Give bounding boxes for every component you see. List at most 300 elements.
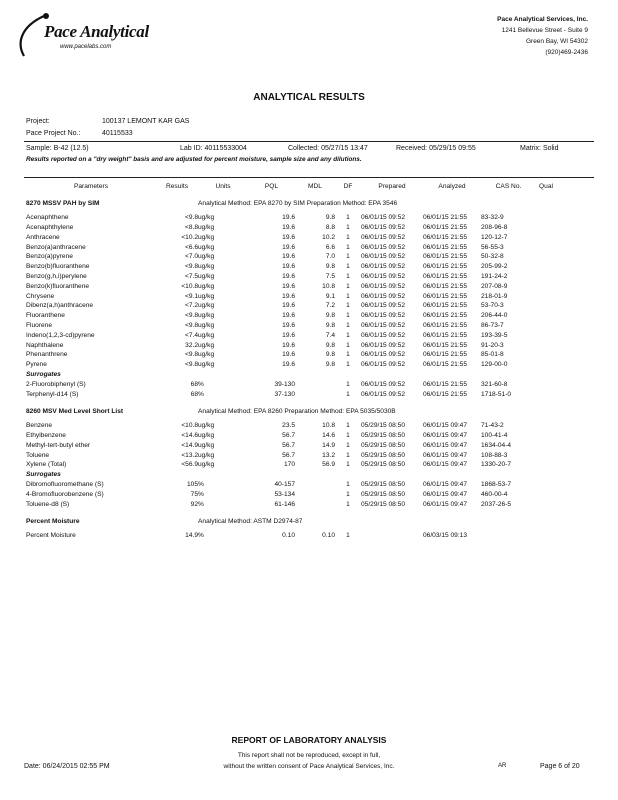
cell-pql: 19.6	[282, 292, 295, 300]
cell-qual	[536, 440, 556, 450]
cell-pql: 19.6	[282, 351, 295, 359]
table-row	[26, 252, 556, 262]
spacer	[26, 509, 556, 517]
cell-pql: 53-134	[274, 490, 295, 498]
cell-cas: 460-00-4	[481, 490, 508, 498]
logo-url: www.pacelabs.com	[60, 44, 112, 50]
cell-p: Methyl-tert-butyl ether	[26, 441, 91, 449]
cell-prep: 06/01/15 09:52	[361, 331, 405, 339]
cell-qual	[536, 431, 556, 441]
cell-qual	[536, 480, 556, 490]
cell-qual	[536, 360, 556, 370]
group-method: Analytical Method: EPA 8270 by SIM Preparation Method: EPA 3546	[198, 200, 398, 208]
cell-p: Ethylbenzene	[26, 431, 66, 439]
table-row	[26, 379, 556, 389]
cell-pql: 19.6	[282, 233, 295, 241]
cell-pql: 19.6	[282, 243, 295, 251]
table-row	[26, 431, 556, 441]
group-row	[26, 199, 556, 209]
cell-p: Dibenz(a,h)anthracene	[26, 302, 94, 310]
cell-mdl	[295, 489, 335, 499]
cell-cas: 1718-51-0	[481, 390, 512, 398]
table-row	[26, 360, 556, 370]
cell-pql: 19.6	[282, 214, 295, 222]
column-header: Analyzed	[438, 182, 466, 190]
cell-qual	[536, 311, 556, 321]
cell-prep: 05/29/15 08:50	[361, 500, 405, 508]
surrogates-label: Surrogates	[26, 471, 61, 479]
cell-prep: 05/29/15 08:50	[361, 451, 405, 459]
column-header: Qual	[539, 182, 553, 190]
cell-p: Indeno(1,2,3-cd)pyrene	[26, 331, 95, 339]
cell-p: 2-Fluorobiphenyl (S)	[26, 380, 86, 388]
cell-r: <10.8	[181, 282, 198, 290]
cell-anal: 06/01/15 09:47	[423, 461, 467, 469]
collected: Collected: 05/27/15 13:47	[288, 145, 368, 152]
cell-r: <10.2	[181, 233, 198, 241]
cell-r: 105	[186, 480, 198, 488]
cell-df: 1	[346, 243, 350, 251]
cell-mdl: 9.8	[325, 263, 335, 271]
table-row	[26, 321, 556, 331]
cell-anal: 06/01/15 09:47	[423, 451, 467, 459]
cell-prep: 06/01/15 09:52	[361, 390, 405, 398]
cell-cas: 129-00-0	[481, 361, 508, 369]
report-note: Results reported on a "dry weight" basis and are adjusted for percent moisture, sample size and any dilutions.	[26, 156, 362, 163]
cell-qual	[536, 321, 556, 331]
phone: (920)469-2436	[545, 49, 588, 56]
cell-p: Terphenyl-d14 (S)	[26, 390, 79, 398]
cell-qual	[536, 232, 556, 242]
cell-cas: 86-73-7	[481, 321, 504, 329]
report-code: AR	[498, 763, 507, 769]
cell-cas: 2037-26-5	[481, 500, 512, 508]
table-row	[26, 480, 556, 490]
cell-u: ug/kg	[198, 351, 215, 359]
cell-df: 1	[346, 253, 350, 261]
cell-mdl: 7.5	[325, 272, 335, 280]
cell-df: 1	[346, 431, 350, 439]
cell-anal: 06/03/15 09:13	[423, 532, 467, 540]
cell-cas: 108-88-3	[481, 451, 508, 459]
cell-anal: 06/01/15 21:55	[423, 351, 467, 359]
report-date: Date: 06/24/2015 02:55 PM	[24, 763, 110, 770]
footer-title: REPORT OF LABORATORY ANALYSIS	[231, 735, 387, 745]
company-logo	[14, 12, 154, 62]
cell-prep: 06/01/15 09:52	[361, 321, 405, 329]
cell-cas: 321-60-8	[481, 380, 508, 388]
cell-u: ug/kg	[198, 263, 215, 271]
cell-r: 68	[190, 380, 198, 388]
received: Received: 05/29/15 09:55	[396, 145, 476, 152]
cell-r: 68	[190, 390, 198, 398]
cell-r: <9.8	[184, 214, 198, 222]
cell-u: ug/kg	[198, 233, 215, 241]
table-row	[26, 450, 556, 460]
cell-r: <6.6	[184, 243, 198, 251]
cell-pql: 19.6	[282, 272, 295, 280]
cell-cas: 53-70-3	[481, 302, 504, 310]
cell-r: <9.8	[184, 351, 198, 359]
cell-cas: 193-39-5	[481, 331, 508, 339]
cell-prep: 06/01/15 09:52	[361, 380, 405, 388]
cell-pql: 40-157	[274, 480, 295, 488]
cell-pql: 19.6	[282, 312, 295, 320]
cell-p: Chrysene	[26, 292, 55, 300]
cell-u: ug/kg	[198, 441, 215, 449]
cell-p: Naphthalene	[26, 341, 64, 349]
cell-mdl: 9.1	[325, 292, 335, 300]
cell-cas: 50-32-8	[481, 253, 504, 261]
cell-pql: 61-146	[274, 500, 295, 508]
cell-pql: 37-130	[274, 390, 295, 398]
cell-p: 4-Bromofluorobenzene (S)	[26, 490, 104, 498]
cell-prep: 06/01/15 09:52	[361, 341, 405, 349]
cell-cas: 218-01-9	[481, 292, 508, 300]
cell-r: <9.8	[184, 263, 198, 271]
cell-r: <14.6	[181, 431, 198, 439]
cell-mdl: 14.9	[322, 441, 335, 449]
cell-df: 1	[346, 321, 350, 329]
cell-df: 1	[346, 272, 350, 280]
cell-mdl: 7.2	[325, 302, 335, 310]
cell-anal: 06/01/15 09:47	[423, 500, 467, 508]
cell-r: <9.8	[184, 321, 198, 329]
cell-mdl: 7.4	[325, 331, 335, 339]
cell-p: Toluene-d8 (S)	[26, 500, 70, 508]
cell-anal: 06/01/15 21:55	[423, 243, 467, 251]
cell-u: %	[198, 380, 204, 388]
disclaimer-line-2: without the written consent of Pace Analytical Services, Inc.	[223, 763, 395, 770]
cell-df: 1	[346, 282, 350, 290]
group-row	[26, 517, 556, 527]
column-header: Results	[166, 182, 188, 190]
cell-r: <8.8	[184, 223, 198, 231]
cell-mdl: 8.8	[325, 223, 335, 231]
cell-mdl: 0.10	[322, 532, 335, 540]
cell-mdl: 9.8	[325, 341, 335, 349]
table-row	[26, 440, 556, 450]
page-number: Page 6 of 20	[540, 763, 580, 770]
cell-prep: 06/01/15 09:52	[361, 223, 405, 231]
cell-p: Xylene (Total)	[26, 461, 67, 469]
cell-cas: 100-41-4	[481, 431, 508, 439]
cell-qual	[536, 460, 556, 470]
cell-mdl	[295, 480, 335, 490]
table-row	[26, 232, 556, 242]
cell-df: 1	[346, 461, 350, 469]
cell-cas: 91-20-3	[481, 341, 504, 349]
spacer-row	[26, 399, 556, 407]
cell-prep: 05/29/15 08:50	[361, 431, 405, 439]
cell-anal: 06/01/15 21:55	[423, 312, 467, 320]
cell-pql: 56.7	[282, 441, 295, 449]
cell-r: <7.0	[184, 253, 198, 261]
cell-df: 1	[346, 223, 350, 231]
spacer-row	[26, 509, 556, 517]
cell-anal: 06/01/15 21:55	[423, 361, 467, 369]
disclaimer-line-1: This report shall not be reproduced, except in full,	[237, 752, 381, 759]
group-row	[26, 407, 556, 417]
cell-df: 1	[346, 312, 350, 320]
cell-p: Benzo(a)anthracene	[26, 243, 86, 251]
cell-anal: 06/01/15 21:55	[423, 321, 467, 329]
cell-pql: 0.10	[282, 532, 295, 540]
cell-u: ug/kg	[198, 321, 215, 329]
cell-prep: 06/01/15 09:52	[361, 302, 405, 310]
cell-u: ug/kg	[198, 223, 215, 231]
table-row	[26, 421, 556, 431]
cell-prep: 05/29/15 08:50	[361, 422, 405, 430]
cell-qual	[536, 281, 556, 291]
cell-pql: 170	[283, 461, 295, 469]
cell-anal: 06/01/15 21:55	[423, 233, 467, 241]
cell-r: <9.8	[184, 312, 198, 320]
cell-qual	[536, 340, 556, 350]
table-row	[26, 531, 556, 541]
cell-r: <9.8	[184, 361, 198, 369]
cell-anal: 06/01/15 21:55	[423, 380, 467, 388]
logo-text: Pace Analytical	[44, 22, 149, 41]
cell-u: ug/kg	[198, 312, 215, 320]
lab-id: Lab ID: 40115533004	[180, 145, 247, 152]
surrogates-label: Surrogates	[26, 370, 61, 378]
cell-df: 1	[346, 214, 350, 222]
table-row	[26, 460, 556, 470]
cell-u: ug/kg	[198, 341, 215, 349]
cell-prep: 06/01/15 09:52	[361, 253, 405, 261]
pace-project-label: Pace Project No.:	[26, 130, 81, 137]
cell-qual	[536, 389, 556, 399]
cell-mdl: 14.6	[322, 431, 335, 439]
cell-cas: 206-44-0	[481, 312, 508, 320]
cell-qual	[536, 531, 556, 541]
company-name: Pace Analytical Services, Inc.	[497, 16, 588, 23]
cell-qual	[536, 489, 556, 499]
table-row	[26, 311, 556, 321]
cell-pql: 19.6	[282, 321, 295, 329]
cell-prep: 05/29/15 08:50	[361, 480, 405, 488]
cell-cas: 207-08-9	[481, 282, 508, 290]
cell-u: %	[198, 490, 204, 498]
cell-mdl: 9.8	[325, 351, 335, 359]
cell-cas: 1868-53-7	[481, 480, 512, 488]
cell-u: %	[198, 500, 204, 508]
cell-p: Acenaphthylene	[26, 223, 74, 231]
cell-r: 92	[190, 500, 198, 508]
cell-mdl: 9.8	[325, 312, 335, 320]
cell-anal: 06/01/15 21:55	[423, 302, 467, 310]
cell-p: Benzo(a)pyrene	[26, 253, 73, 261]
table-row	[26, 281, 556, 291]
cell-df: 1	[346, 302, 350, 310]
cell-df: 1	[346, 292, 350, 300]
cell-df: 1	[346, 380, 350, 388]
cell-u: ug/kg	[198, 243, 215, 251]
cell-p: Anthracene	[26, 233, 60, 241]
project-label: Project:	[26, 118, 50, 125]
cell-anal: 06/01/15 21:55	[423, 253, 467, 261]
cell-prep: 06/01/15 09:52	[361, 351, 405, 359]
cell-df: 1	[346, 341, 350, 349]
cell-prep: 05/29/15 08:50	[361, 490, 405, 498]
cell-anal: 06/01/15 09:47	[423, 431, 467, 439]
column-header: DF	[343, 182, 353, 190]
column-header: Parameters	[73, 182, 109, 190]
cell-qual	[536, 262, 556, 272]
cell-p: Percent Moisture	[26, 532, 76, 540]
matrix: Matrix: Solid	[520, 145, 559, 152]
cell-qual	[536, 330, 556, 340]
cell-u: ug/kg	[198, 431, 215, 439]
cell-mdl	[295, 499, 335, 509]
cell-cas	[481, 531, 536, 541]
cell-mdl: 10.8	[322, 422, 335, 430]
divider	[24, 141, 594, 142]
cell-pql: 19.6	[282, 263, 295, 271]
spacer	[26, 399, 556, 407]
cell-anal: 06/01/15 09:47	[423, 422, 467, 430]
cell-u: ug/kg	[198, 272, 215, 280]
cell-cas: 85-01-8	[481, 351, 504, 359]
table-row	[26, 291, 556, 301]
cell-cas: 191-24-2	[481, 272, 508, 280]
cell-anal: 06/01/15 21:55	[423, 390, 467, 398]
cell-u: ug/kg	[198, 214, 215, 222]
cell-df: 1	[346, 480, 350, 488]
group-name: 8270 MSSV PAH by SIM	[26, 200, 100, 208]
cell-anal: 06/01/15 21:55	[423, 292, 467, 300]
cell-qual	[536, 272, 556, 282]
table-row	[26, 272, 556, 282]
cell-anal: 06/01/15 09:47	[423, 480, 467, 488]
table-row	[26, 262, 556, 272]
cell-prep: 06/01/15 09:52	[361, 272, 405, 280]
cell-r: <10.8	[181, 422, 198, 430]
cell-pql: 39-130	[274, 380, 295, 388]
cell-p: Benzene	[26, 422, 53, 430]
column-header: Units	[215, 182, 231, 190]
cell-mdl: 10.2	[322, 233, 335, 241]
cell-anal: 06/01/15 21:55	[423, 331, 467, 339]
cell-p: Fluoranthene	[26, 312, 65, 320]
sample-id: Sample: B-42 (12.5)	[26, 145, 89, 152]
cell-qual	[536, 379, 556, 389]
group-name: Percent Moisture	[26, 518, 80, 526]
cell-anal: 06/01/15 21:55	[423, 263, 467, 271]
cell-anal: 06/01/15 21:55	[423, 282, 467, 290]
cell-qual	[536, 252, 556, 262]
column-header: PQL	[264, 182, 279, 190]
cell-prep: 06/01/15 09:52	[361, 214, 405, 222]
cell-r: <9.1	[184, 292, 198, 300]
cell-qual	[536, 242, 556, 252]
cell-df: 1	[346, 390, 350, 398]
address-line-2: Green Bay, WI 54302	[525, 38, 588, 45]
cell-u: %	[198, 480, 204, 488]
cell-mdl: 9.8	[325, 321, 335, 329]
cell-prep: 05/29/15 08:50	[361, 461, 405, 469]
cell-r: 32.2	[185, 341, 198, 349]
cell-pql: 19.6	[282, 331, 295, 339]
cell-qual	[536, 291, 556, 301]
table-row	[26, 330, 556, 340]
cell-anal: 06/01/15 21:55	[423, 223, 467, 231]
pace-project-value: 40115533	[102, 130, 133, 137]
table-row	[26, 213, 556, 223]
cell-p: Benzo(g,h,i)perylene	[26, 272, 87, 280]
cell-df: 1	[346, 441, 350, 449]
cell-anal: 06/01/15 21:55	[423, 272, 467, 280]
column-header: Prepared	[378, 182, 406, 190]
project-value: 100137 LEMONT KAR GAS	[102, 118, 190, 125]
cell-cas: 56-55-3	[481, 243, 504, 251]
cell-p: Dibromofluoromethane (S)	[26, 480, 104, 488]
cell-pql: 56.7	[282, 451, 295, 459]
cell-prep: 05/29/15 08:50	[361, 441, 405, 449]
cell-prep: 06/01/15 09:52	[361, 243, 405, 251]
cell-u: %	[198, 532, 204, 540]
cell-prep: 06/01/15 09:52	[361, 282, 405, 290]
cell-u: ug/kg	[198, 451, 215, 459]
cell-p: Fluorene	[26, 321, 53, 329]
cell-u: ug/kg	[198, 461, 215, 469]
cell-prep: 06/01/15 09:52	[361, 263, 405, 271]
group-name: 8260 MSV Med Level Short List	[26, 408, 124, 416]
cell-pql: 23.5	[282, 422, 295, 430]
table-row	[26, 340, 556, 350]
table-row	[26, 489, 556, 499]
cell-anal: 06/01/15 21:55	[423, 341, 467, 349]
surrogates-row	[26, 470, 556, 480]
cell-r: <56.9	[181, 461, 198, 469]
table-row	[26, 301, 556, 311]
cell-mdl: 13.2	[322, 451, 335, 459]
cell-df: 1	[346, 500, 350, 508]
cell-df: 1	[346, 422, 350, 430]
surrogates-row	[26, 370, 556, 380]
cell-df: 1	[346, 361, 350, 369]
cell-cas: 1330-20-7	[481, 461, 512, 469]
cell-qual	[536, 223, 556, 233]
cell-cas: 1634-04-4	[481, 441, 512, 449]
cell-pql: 19.6	[282, 341, 295, 349]
cell-p: Toluene	[26, 451, 50, 459]
cell-pql: 19.6	[282, 302, 295, 310]
cell-prep: 06/01/15 09:52	[361, 312, 405, 320]
cell-cas: 205-99-2	[481, 263, 508, 271]
cell-df: 1	[346, 331, 350, 339]
cell-anal: 06/01/15 09:47	[423, 490, 467, 498]
cell-u: ug/kg	[198, 331, 215, 339]
address-line-1: 1241 Bellevue Street - Suite 9	[501, 27, 588, 34]
cell-cas: 120-12-7	[481, 233, 508, 241]
cell-r: <14.9	[181, 441, 198, 449]
cell-p: Phenanthrene	[26, 351, 68, 359]
cell-prep: 06/01/15 09:52	[361, 361, 405, 369]
cell-p: Acenaphthene	[26, 214, 69, 222]
cell-prep: 06/01/15 09:52	[361, 233, 405, 241]
group-method: Analytical Method: ASTM D2974-87	[198, 518, 303, 526]
cell-p: Pyrene	[26, 361, 47, 369]
cell-pql: 19.6	[282, 253, 295, 261]
cell-mdl	[295, 389, 335, 399]
cell-df: 1	[346, 490, 350, 498]
cell-qual	[536, 350, 556, 360]
column-header: CAS No.	[495, 182, 522, 190]
cell-u: ug/kg	[198, 282, 215, 290]
cell-anal: 06/01/15 21:55	[423, 214, 467, 222]
